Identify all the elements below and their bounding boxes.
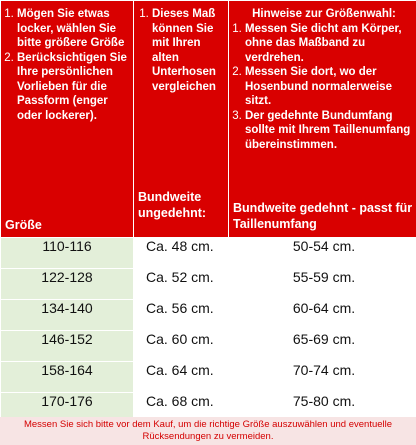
table-row [1,362,416,393]
footer-note: Messen Sie sich bitte vor dem Kauf, um die richtige Größe auszuwählen und eventuelle Rücksendungen zu vermeiden. [0,417,416,445]
header-size-cell [1,1,134,238]
size-cell: 122-128 [1,269,134,300]
size-cell: 158-164 [1,362,134,393]
unstretched-column-header: Bundweite ungedehnt: [138,190,207,220]
table-row [1,238,416,269]
hints-title: Hinweise zur Größenwahl: [252,8,396,20]
header-stretched-cell [229,1,416,238]
header-row [1,1,416,238]
unstretched-cell: Ca. 56 cm. [134,300,229,331]
stretched-column-header: Bundweite gedehnt - passt für Taillenumfang [233,201,413,231]
table-row [1,331,416,362]
unstretched-cell: Ca. 48 cm. [134,238,229,269]
hint-item: 2. Messen Sie dort, wo der Hosenbund normalerweise sitzt. [245,65,416,109]
hint-item: 3. Der gedehnte Bundumfang sollte mit Ihrem Taillenumfang übereinstimmen. [245,109,416,153]
unstretched-cell: Ca. 68 cm. [134,393,229,424]
unstretched-cell: Ca. 60 cm. [134,331,229,362]
stretched-cell: 50-54 cm. [229,238,416,269]
table-row [1,300,416,331]
stretched-cell: 55-59 cm. [229,269,416,300]
size-cell: 134-140 [1,300,134,331]
size-cell: 170-176 [1,393,134,424]
unstretched-cell: Ca. 64 cm. [134,362,229,393]
size-note: 1. Mögen Sie etwas locker, wählen Sie bitte größere Größe [17,7,133,51]
hint-item: 1. Messen Sie dicht am Körper, ohne das Maßband zu verdrehen. [245,22,416,66]
stretched-cell: 65-69 cm. [229,331,416,362]
size-cell: 110-116 [1,238,134,269]
stretched-cell: 60-64 cm. [229,300,416,331]
size-note: 2. Berücksichtigen Sie Ihre persönlichen Vorlieben für die Passform (enger oder lockerer). [17,51,133,124]
table-row [1,269,416,300]
header-unstretched-cell [134,1,229,238]
size-notes-list [1,1,133,123]
unstretched-note: 1. Dieses Maß können Sie mit Ihren alten Unterhosen vergleichen [152,7,228,94]
unstretched-cell: Ca. 52 cm. [134,269,229,300]
size-cell: 146-152 [1,331,134,362]
hints-list [229,22,416,153]
stretched-cell: 75-80 cm. [229,393,416,424]
size-column-header: Größe [5,218,42,232]
stretched-cell: 70-74 cm. [229,362,416,393]
unstretched-notes-list [134,1,228,94]
